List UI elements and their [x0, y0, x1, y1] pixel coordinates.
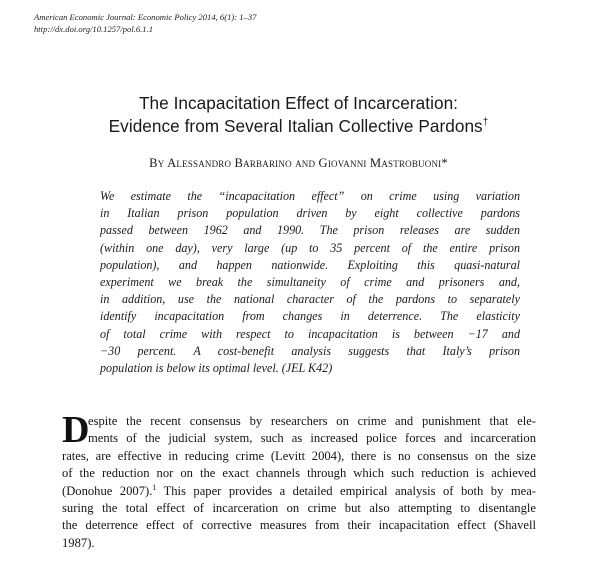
footnote-mark-1[interactable]: 1: [152, 482, 157, 492]
abstract-line: population), and happen nationwide. Exploiting this quasi-natural: [100, 257, 520, 272]
body-line: espite the recent consensus by researchers on crime and punishment that ele-: [88, 414, 536, 428]
abstract-line: of total crime with respect to incapacitation is between −17 and: [100, 326, 520, 341]
abstract: [100, 188, 520, 377]
author-names: By Alessandro Barbarino and Giovanni Mastrobuoni: [149, 156, 442, 170]
body-line-5-end: This paper provides a detailed empirical analysis of both by mea-: [156, 483, 536, 498]
body-line: 1987).: [62, 535, 95, 550]
abstract-line: in Italian prison population driven by eight collective pardons: [100, 206, 520, 221]
abstract-line: −30 percent. A cost-benefit analysis suggests that Italy’s prison: [100, 343, 520, 358]
abstract-line: experiment we break the simultaneity of crime and prisoners and,: [100, 275, 520, 290]
body-line: ments of the judicial system, such as increased police forces and incarceration: [88, 431, 536, 446]
author-byline: [0, 155, 597, 171]
body-line: [62, 483, 536, 500]
abstract-line: in addition, use the national character of the pardons to separately: [100, 292, 520, 307]
abstract-line: passed between 1962 and 1990. The prison releases are sudden: [100, 223, 520, 238]
body-line: suring the total effect of incarceration on crime but also attempting to disentangle: [62, 501, 536, 516]
body-paragraph: [62, 409, 536, 552]
journal-citation: American Economic Journal: Economic Policy 2014, 6(1): 1–37: [34, 12, 257, 22]
title-dagger-footnote-mark[interactable]: †: [482, 117, 489, 128]
author-footnote-mark[interactable]: *: [441, 156, 448, 170]
drop-cap: D: [62, 409, 90, 451]
title-line-1: The Incapacitation Effect of Incarceration:: [138, 93, 459, 113]
title-line-2-text: Evidence from Several Italian Collective Pardons: [108, 116, 483, 136]
abstract-line: We estimate the “incapacitation effect” on crime using variation: [100, 189, 520, 203]
doi-link[interactable]: http://dx.doi.org/10.1257/pol.6.1.1: [34, 24, 154, 34]
body-line: rates, are effective in reducing crime (Levitt 2004), there is no consensus on the size: [62, 448, 536, 463]
abstract-line: (within one day), very large (up to 35 percent of the entire prison: [100, 240, 520, 255]
paper-title: [0, 92, 597, 138]
title-line-2: [0, 115, 597, 138]
abstract-line: population is below its optimal level. (JEL K42): [100, 361, 333, 376]
body-line-5-start: (Donohue 2007).: [62, 483, 153, 498]
journal-header: [34, 11, 256, 35]
body-line: the deterrence effect of corrective measures from their incapacitation effect (Shavell: [62, 518, 536, 533]
abstract-line: identify incapacitation from changes in deterrence. The elasticity: [100, 309, 520, 324]
body-line: of the reduction nor on the exact channels through which such reduction is achieved: [62, 466, 536, 481]
